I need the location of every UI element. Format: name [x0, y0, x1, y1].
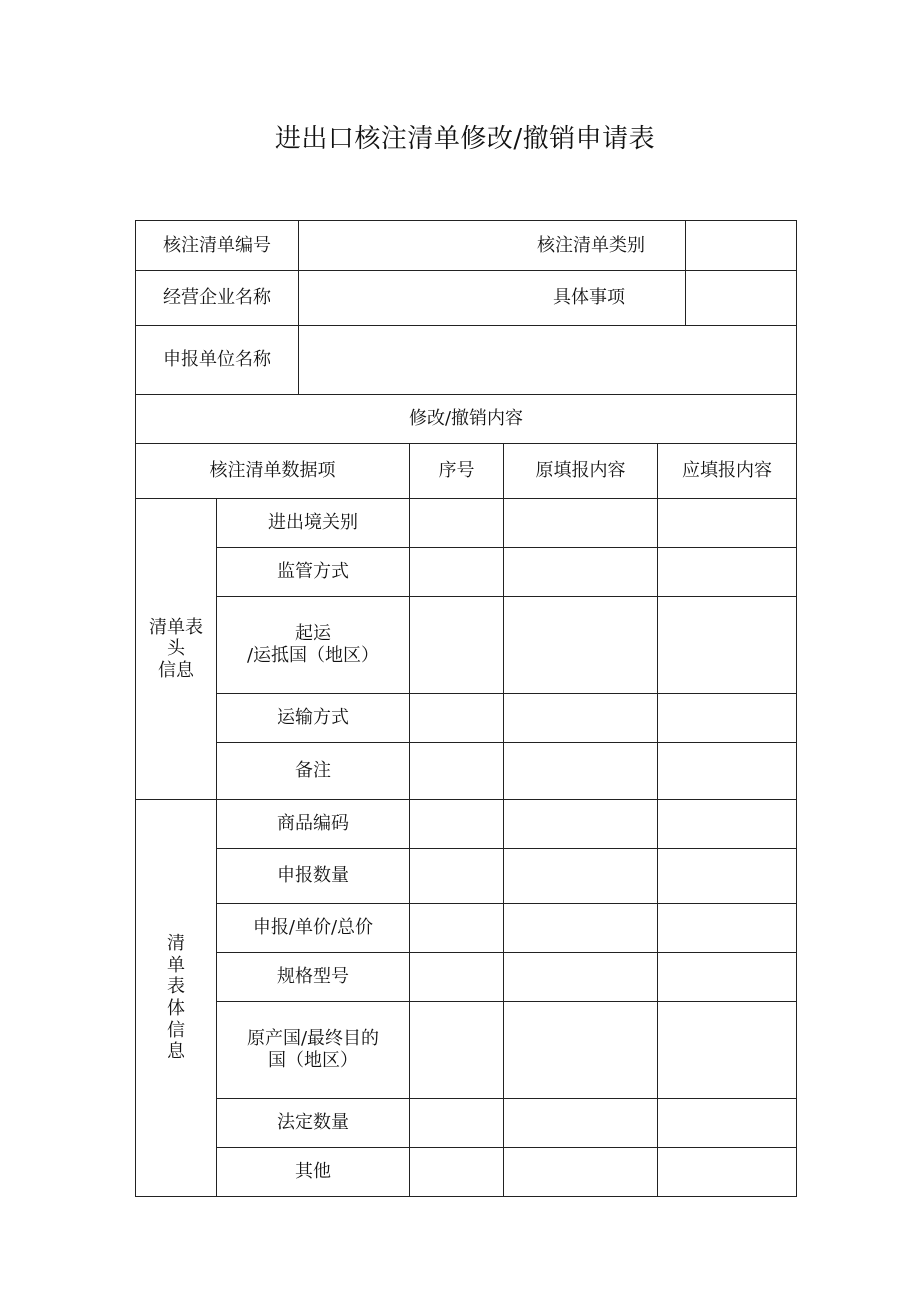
head-item-label: 监管方式 — [217, 548, 410, 597]
original-cell[interactable] — [504, 743, 658, 800]
serial-cell[interactable] — [410, 743, 504, 800]
body-item-label — [217, 1002, 410, 1099]
list-number-row — [136, 221, 797, 271]
original-cell[interactable] — [504, 953, 658, 1002]
list-number-value-cell[interactable] — [299, 221, 686, 271]
column-header-serial-no: 序号 — [410, 444, 504, 499]
head-item-row — [136, 548, 797, 597]
head-group-label — [136, 499, 217, 800]
corrected-cell[interactable] — [658, 953, 797, 1002]
corrected-cell[interactable] — [658, 548, 797, 597]
serial-cell[interactable] — [410, 904, 504, 953]
body-group-label-char: 体 — [167, 998, 185, 1019]
body-item-row — [136, 800, 797, 849]
corrected-cell[interactable] — [658, 1099, 797, 1148]
list-number-label: 核注清单编号 — [136, 221, 299, 271]
original-cell[interactable] — [504, 694, 658, 743]
enterprise-name-value-cell[interactable] — [299, 271, 686, 326]
declarant-name-label: 申报单位名称 — [136, 326, 299, 395]
head-group-label-line: 头 — [167, 638, 185, 660]
head-item-row — [136, 597, 797, 694]
serial-cell[interactable] — [410, 1148, 504, 1197]
body-item-row — [136, 953, 797, 1002]
original-cell[interactable] — [504, 548, 658, 597]
enterprise-name-row — [136, 271, 797, 326]
body-item-label-line: 国（地区） — [268, 1050, 358, 1071]
original-cell[interactable] — [504, 849, 658, 904]
original-cell[interactable] — [504, 1099, 658, 1148]
body-item-label: 申报/单价/总价 — [217, 904, 410, 953]
serial-cell[interactable] — [410, 694, 504, 743]
serial-cell[interactable] — [410, 597, 504, 694]
original-cell[interactable] — [504, 800, 658, 849]
body-group-label-char: 表 — [167, 976, 185, 998]
column-header-original: 原填报内容 — [504, 444, 658, 499]
head-group-label-line: 信息 — [158, 659, 194, 681]
body-group-label — [136, 800, 217, 1197]
column-header-data-item: 核注清单数据项 — [136, 444, 410, 499]
original-cell[interactable] — [504, 499, 658, 548]
body-item-label: 申报数量 — [217, 849, 410, 904]
corrected-cell[interactable] — [658, 743, 797, 800]
head-item-label-line: /运抵国（地区） — [246, 645, 380, 666]
body-item-row — [136, 904, 797, 953]
section-title-row — [136, 395, 797, 444]
body-group-label-char: 清 — [167, 933, 185, 955]
serial-cell[interactable] — [410, 800, 504, 849]
serial-cell[interactable] — [410, 1002, 504, 1099]
corrected-cell[interactable] — [658, 904, 797, 953]
column-header-row — [136, 444, 797, 499]
corrected-cell[interactable] — [658, 1148, 797, 1197]
head-item-row — [136, 743, 797, 800]
head-item-label: 备注 — [217, 743, 410, 800]
column-header-corrected: 应填报内容 — [658, 444, 797, 499]
body-item-label: 商品编码 — [217, 800, 410, 849]
specific-matter-label: 具体事项 — [553, 287, 625, 309]
body-group-label-char: 息 — [167, 1041, 185, 1063]
serial-cell[interactable] — [410, 548, 504, 597]
corrected-cell[interactable] — [658, 694, 797, 743]
declarant-name-value-cell[interactable] — [299, 326, 797, 395]
head-item-label: 进出境关别 — [217, 499, 410, 548]
corrected-cell[interactable] — [658, 1002, 797, 1099]
head-group-label-line: 清单表 — [149, 616, 203, 638]
body-group-label-char: 单 — [167, 954, 185, 976]
corrected-cell[interactable] — [658, 499, 797, 548]
serial-cell[interactable] — [410, 1099, 504, 1148]
body-item-label: 法定数量 — [217, 1099, 410, 1148]
head-item-label: 运输方式 — [217, 694, 410, 743]
list-category-label: 核注清单类别 — [537, 234, 645, 256]
serial-cell[interactable] — [410, 849, 504, 904]
enterprise-name-label: 经营企业名称 — [136, 271, 299, 326]
head-item-label-line: 起运 — [295, 623, 331, 645]
head-item-label — [217, 597, 410, 694]
head-item-row — [136, 499, 797, 548]
page-title: 进出口核注清单修改/撤销申请表 — [274, 124, 656, 154]
corrected-cell[interactable] — [658, 849, 797, 904]
list-category-value-cell[interactable] — [686, 221, 797, 271]
specific-matter-value-cell[interactable] — [686, 271, 797, 326]
body-item-label-line: 原产国/最终目的 — [246, 1028, 380, 1050]
body-item-row — [136, 1002, 797, 1099]
body-item-label: 规格型号 — [217, 953, 410, 1002]
body-item-row — [136, 849, 797, 904]
serial-cell[interactable] — [410, 953, 504, 1002]
section-title: 修改/撤销内容 — [136, 395, 797, 444]
corrected-cell[interactable] — [658, 800, 797, 849]
original-cell[interactable] — [504, 597, 658, 694]
corrected-cell[interactable] — [658, 597, 797, 694]
declarant-name-row — [136, 326, 797, 395]
body-item-label: 其他 — [217, 1148, 410, 1197]
original-cell[interactable] — [504, 1002, 658, 1099]
application-form-table — [135, 220, 797, 1197]
serial-cell[interactable] — [410, 499, 504, 548]
original-cell[interactable] — [504, 904, 658, 953]
body-item-row — [136, 1148, 797, 1197]
body-item-row — [136, 1099, 797, 1148]
head-item-row — [136, 694, 797, 743]
original-cell[interactable] — [504, 1148, 658, 1197]
body-group-label-char: 信 — [167, 1019, 185, 1041]
